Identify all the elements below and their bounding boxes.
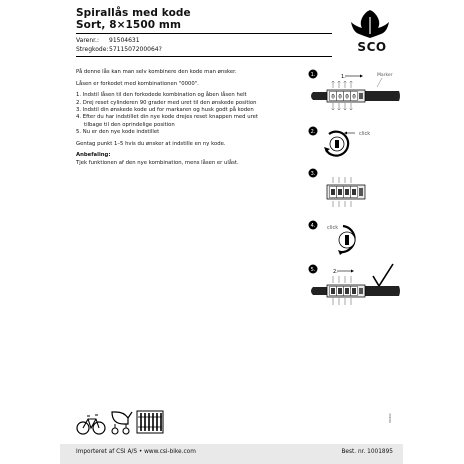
step-2-number: 2. <box>310 129 316 135</box>
step-2-illustration <box>307 124 401 160</box>
instruction-sheet <box>60 0 403 464</box>
instruction-text <box>76 69 286 167</box>
varenr-value: 91504631 <box>109 37 140 44</box>
stroller-icon <box>108 408 134 436</box>
preset-text: Låsen er forkodet med kombinationen "0000". <box>76 80 199 87</box>
step-1-number: 1. <box>310 72 316 78</box>
instruction-item: tilbage til den oprindelige position <box>84 121 175 128</box>
importer-text: Importeret af CSI A/S • www.csi-bike.com <box>76 449 196 455</box>
instruction-item: 5. Nu er den nye kode indstillet <box>76 129 160 136</box>
step-5-arrow-label: 2. <box>333 269 338 275</box>
step-1-illustration <box>307 67 401 123</box>
divider-top <box>76 33 332 34</box>
order-number: Best. nr. 1001895 <box>341 449 393 455</box>
stregkode-row <box>76 45 162 54</box>
step-1-marker-label: Marker <box>377 73 393 78</box>
step-4-number: 4. <box>310 223 316 229</box>
stregkode-value: 5711507200064? <box>109 46 162 53</box>
repeat-text: Gentag punkt 1–5 hvis du ønsker at indstille en ny kode. <box>76 140 226 147</box>
instruction-item: 4. Efter du har indstillet din nye kode drejes reset knappen med uret <box>76 114 258 121</box>
step-5-number: 5. <box>310 267 316 273</box>
step-2-click-label: click <box>359 131 371 137</box>
logo-text: SCO <box>357 40 387 54</box>
intro-text: På denne lås kan man selv kombinere den kode man ønsker. <box>76 69 237 75</box>
svg-text:0: 0 <box>338 93 342 101</box>
step-3-number: 3. <box>310 171 316 177</box>
svg-text:0: 0 <box>352 93 356 101</box>
fence-icon <box>136 409 164 435</box>
stregkode-label: Stregkode: <box>76 46 109 53</box>
instruction-item: 3. Indstil din ønskede kode ud for markaren og husk godt på koden <box>76 107 254 113</box>
step-1-arrow-label: 1. <box>341 74 346 80</box>
recommendation-text: Tjek funktionen af den nye kombination, mens låsen er ulåst. <box>76 159 239 166</box>
svg-text:0: 0 <box>331 93 335 101</box>
bicycle-icon <box>76 412 106 436</box>
tiny-code: 000000 <box>389 413 392 423</box>
recommendation-heading: Anbefaling: <box>76 152 111 159</box>
step-3-illustration <box>307 166 401 218</box>
step-4-illustration <box>307 218 401 258</box>
step-5-illustration <box>307 262 401 322</box>
divider-bottom <box>76 56 332 57</box>
varenr-row <box>76 36 162 45</box>
instruction-item: 2. Drej reset cylinderen 90 grader med uret til den ønskede position <box>76 99 257 106</box>
varenr-label: Varenr.: <box>76 37 99 44</box>
product-meta <box>76 36 162 54</box>
svg-text:0: 0 <box>345 93 349 101</box>
instruction-item: 1. Indstil låsen til den forkodede kombination og åben låsen helt <box>76 92 247 99</box>
instruction-list <box>76 92 286 136</box>
product-title <box>76 7 191 31</box>
step-4-click-label: click <box>327 225 339 231</box>
title-line-1: Spirallås med kode <box>76 7 191 19</box>
title-line-2: Sort, 8×1500 mm <box>76 19 181 31</box>
